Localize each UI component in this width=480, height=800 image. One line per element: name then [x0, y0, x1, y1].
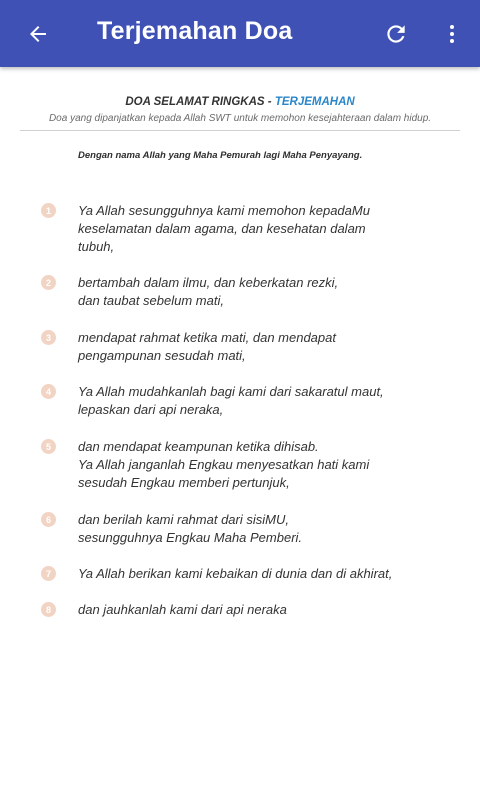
item-number-badge: 1: [41, 203, 56, 218]
item-text: dan jauhkanlah kami dari api neraka: [78, 602, 287, 617]
back-button[interactable]: [18, 14, 58, 54]
page-title: Terjemahan Doa: [97, 17, 293, 45]
divider: [20, 130, 460, 131]
item-number-badge: 3: [41, 330, 56, 345]
item-text: Ya Allah berikan kami kebaikan di dunia dan di akhirat,: [78, 566, 393, 581]
item-text: dan berilah kami rahmat dari sisiMU, sesungguhnya Engkau Maha Pemberi.: [78, 512, 303, 545]
item-text: Ya Allah sesungguhnya kami memohon kepadaMu keselamatan dalam agama, dan kesehatan dalam tubuh,: [78, 203, 370, 254]
item-number-badge: 6: [41, 512, 56, 527]
heading-accent: TERJEMAHAN: [274, 96, 355, 108]
doa-subtitle: Doa yang dipanjatkan kepada Allah SWT untuk memohon kesejahteraan dalam hidup.: [48, 113, 432, 124]
opening-text: Dengan nama Allah yang Maha Pemurah lagi Maha Penyayang.: [78, 150, 363, 161]
heading-main: DOA SELAMAT RINGKAS -: [125, 96, 275, 108]
item-number-badge: 5: [41, 439, 56, 454]
item-number-badge: 2: [41, 275, 56, 290]
arrow-left-icon: [26, 22, 50, 46]
more-options-button[interactable]: [432, 14, 472, 54]
item-number-badge: 4: [41, 384, 56, 399]
doa-content: [0, 67, 480, 800]
item-text: bertambah dalam ilmu, dan keberkatan rezki, dan taubat sebelum mati,: [78, 275, 339, 308]
item-number-badge: 8: [41, 602, 56, 617]
item-text: mendapat rahmat ketika mati, dan mendapat pengampunan sesudah mati,: [78, 330, 336, 363]
more-vert-icon: [440, 22, 464, 46]
app-bar: [0, 0, 480, 67]
refresh-icon: [383, 21, 409, 47]
item-text: dan mendapat keampunan ketika dihisab. Ya Allah janganlah Engkau menyesatkan hati kami sesudah Engkau memberi pertunjuk,: [78, 439, 370, 490]
item-number-badge: 7: [41, 566, 56, 581]
doa-heading: [0, 96, 480, 108]
refresh-button[interactable]: [376, 14, 416, 54]
item-text: Ya Allah mudahkanlah bagi kami dari sakaratul maut, lepaskan dari api neraka,: [78, 384, 384, 417]
